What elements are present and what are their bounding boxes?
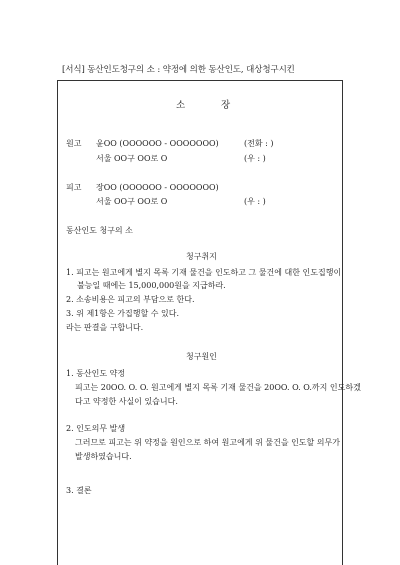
plaintiff-zip: (우 : ) bbox=[244, 154, 266, 163]
defendant-role: 피고 bbox=[66, 183, 82, 192]
cause-section-3-title: 3. 결론 bbox=[66, 486, 92, 495]
claim-item-1-line-1: 1. 피고는 원고에게 별지 목록 기재 물건을 인도하고 그 물건에 대한 인도집행이 bbox=[66, 268, 342, 277]
cause-section-1-line-2: 다고 약정한 사실이 있습니다. bbox=[75, 397, 178, 406]
defendant-name: 장OO (OOOOOO - OOOOOOO) bbox=[96, 183, 219, 192]
title-left: 소 bbox=[176, 100, 187, 111]
claim-closing: 라는 판결을 구합니다. bbox=[66, 323, 144, 332]
title-right: 장 bbox=[221, 100, 232, 111]
document-frame bbox=[57, 80, 361, 565]
plaintiff-role: 원고 bbox=[66, 139, 82, 148]
cause-section-2-line-1: 그러므로 피고는 위 약정을 원인으로 하여 원고에게 위 물건을 인도할 의무가 bbox=[75, 438, 340, 447]
claim-heading: 청구취지 bbox=[186, 252, 217, 261]
defendant-zip: (우 : ) bbox=[244, 197, 266, 206]
claim-item-3: 3. 위 제1항은 가집행할 수 있다. bbox=[66, 309, 179, 318]
defendant-address: 서울 OO구 OO로 O bbox=[96, 197, 168, 206]
document-header: [서식] 동산인도청구의 소 : 약정에 의한 동산인도, 대상청구시킨 bbox=[62, 65, 295, 75]
claim-item-2: 2. 소송비용은 피고의 부담으로 한다. bbox=[66, 295, 195, 304]
cause-section-1-line-1: 피고는 20OO. O. O. 원고에게 별지 목록 기재 물건을 20OO. O. O.까지 인도하겠 bbox=[75, 383, 361, 392]
plaintiff-address: 서울 OO구 OO로 O bbox=[96, 154, 168, 163]
plaintiff-name: 윤OO (OOOOOO - OOOOOOO) bbox=[96, 139, 219, 148]
claim-item-1-line-2: 불능일 때에는 15,000,000원을 지급하라. bbox=[77, 281, 226, 290]
cause-section-1-title: 1. 동산인도 약정 bbox=[66, 369, 126, 378]
case-name: 동산인도 청구의 소 bbox=[66, 226, 133, 235]
plaintiff-phone: (전화 : ) bbox=[244, 139, 274, 148]
cause-section-2-title: 2. 인도의무 발생 bbox=[66, 424, 126, 433]
cause-heading: 청구원인 bbox=[186, 352, 217, 361]
cause-section-2-line-2: 발생하였습니다. bbox=[75, 452, 132, 461]
